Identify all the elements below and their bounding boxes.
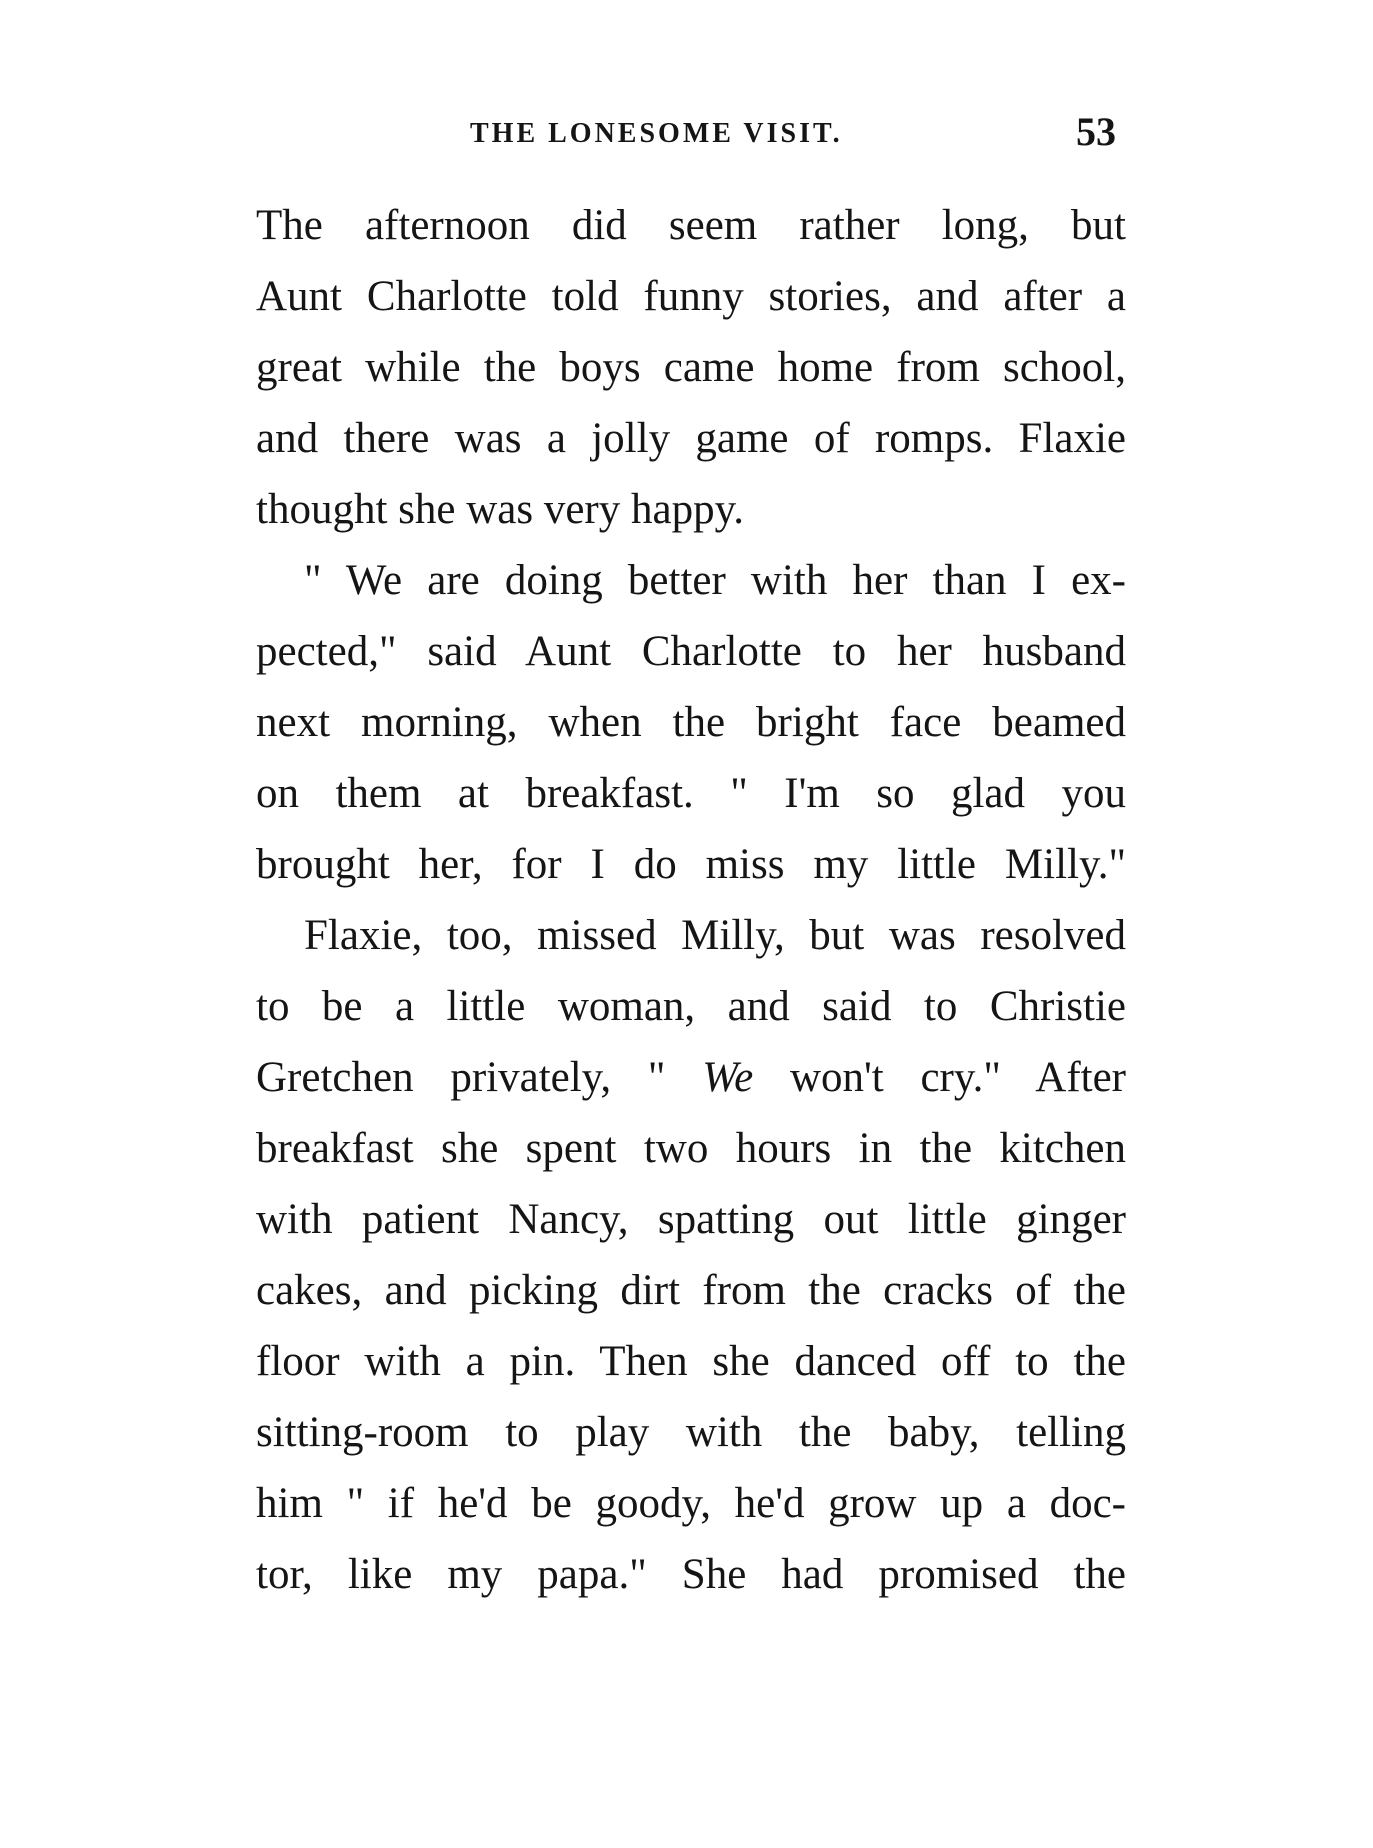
page-number: 53 <box>1076 109 1116 154</box>
paragraph <box>256 190 1126 545</box>
text-line: floor with a pin. Then she danced off to the <box>256 1338 1126 1385</box>
text-line: with patient Nancy, spatting out little ginger <box>256 1196 1126 1243</box>
text-line: " We are doing better with her than I ex- <box>304 557 1126 604</box>
text-line: cakes, and picking dirt from the cracks of the <box>256 1267 1126 1314</box>
paragraph <box>256 545 1126 900</box>
text-line: brought her, for I do miss my little Milly." <box>256 841 1126 888</box>
text-line: pected," said Aunt Charlotte to her husband <box>256 628 1126 675</box>
text-line: The afternoon did seem rather long, but <box>256 202 1126 249</box>
emphasis: We <box>702 1054 754 1101</box>
text-line: great while the boys came home from school, <box>256 344 1126 391</box>
text-line: Flaxie, too, missed Milly, but was resolved <box>304 912 1126 959</box>
text-line: him " if he'd be goody, he'd grow up a doc- <box>256 1480 1126 1527</box>
running-head: THE LONESOME VISIT. <box>470 118 843 149</box>
text-line: Aunt Charlotte told funny stories, and after a <box>256 273 1126 320</box>
text-line: on them at breakfast. " I'm so glad you <box>256 770 1126 817</box>
text-line: sitting-room to play with the baby, telling <box>256 1409 1126 1456</box>
text-line: Gretchen privately, " We won't cry." After <box>256 1054 1126 1101</box>
text-line: thought she was very happy. <box>256 486 745 533</box>
body-text <box>256 190 1126 1610</box>
text-line: next morning, when the bright face beamed <box>256 699 1126 746</box>
text-line: and there was a jolly game of romps. Flaxie <box>256 415 1126 462</box>
text-line: to be a little woman, and said to Christie <box>256 983 1126 1030</box>
paragraph <box>256 900 1126 1610</box>
text-line: breakfast she spent two hours in the kitchen <box>256 1125 1126 1172</box>
text-line: tor, like my papa." She had promised the <box>256 1551 1126 1598</box>
